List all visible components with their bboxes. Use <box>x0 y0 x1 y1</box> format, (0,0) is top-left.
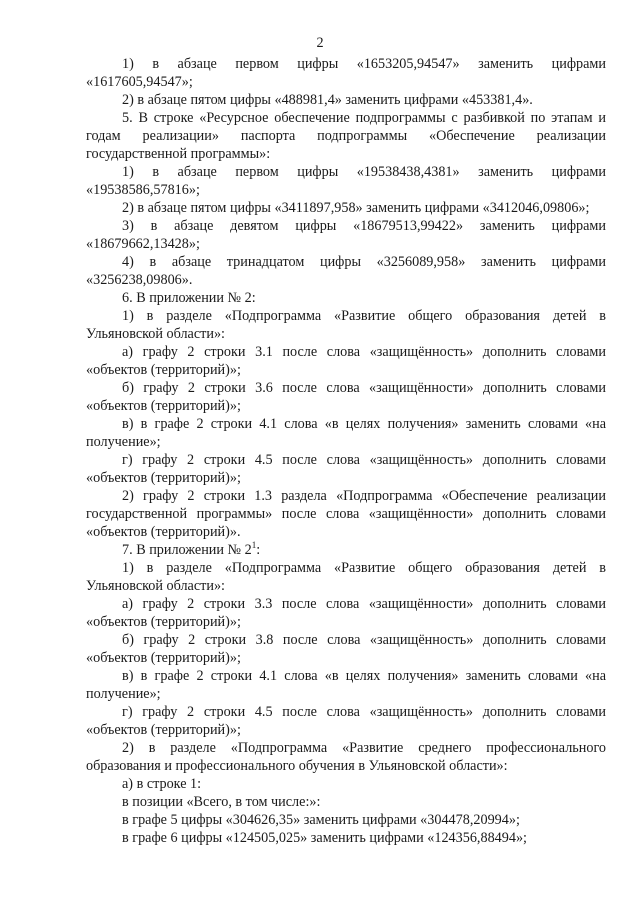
paragraph: 1) в разделе «Подпрограмма «Развитие общего образования детей в Ульяновской области»: <box>86 560 606 594</box>
appendix-colon: : <box>256 542 261 558</box>
paragraph: г) графу 2 строки 4.5 после слова «защищённость» дополнить словами «объектов (территорий)»; <box>86 704 606 738</box>
paragraph: 3) в абзаце девятом цифры «18679513,99422» заменить цифрами «18679662,13428»; <box>86 218 606 252</box>
document-body <box>86 55 606 847</box>
paragraph: 1) в разделе «Подпрограмма «Развитие общего образования детей в Ульяновской области»: <box>86 308 606 342</box>
paragraph: 2) в абзаце пятом цифры «3411897,958» заменить цифрами «3412046,09806»; <box>122 200 590 216</box>
paragraph: в) в графе 2 строки 4.1 слова «в целях получения» заменить словами «на получение»; <box>86 416 606 450</box>
paragraph: 4) в абзаце тринадцатом цифры «3256089,958» заменить цифрами «3256238,09806». <box>86 254 606 288</box>
paragraph: б) графу 2 строки 3.8 после слова «защищённость» дополнить словами «объектов (территорий)»; <box>86 632 606 666</box>
paragraph: 2) в абзаце пятом цифры «488981,4» заменить цифрами «453381,4». <box>122 92 533 108</box>
paragraph: в) в графе 2 строки 4.1 слова «в целях получения» заменить словами «на получение»; <box>86 668 606 702</box>
paragraph: в позиции «Всего, в том числе:»: <box>122 794 321 810</box>
paragraph: а) графу 2 строки 3.1 после слова «защищённость» дополнить словами «объектов (территорий)»; <box>86 344 606 378</box>
paragraph: 2) графу 2 строки 1.3 раздела «Подпрограмма «Обеспечение реализации государственной программы» после слова «защищённости» дополнить словами «объектов (территорий)». <box>86 488 606 540</box>
paragraph: 2) в разделе «Подпрограмма «Развитие среднего профессионального образования и профессионального обучения в Ульяновской области»: <box>86 740 606 774</box>
paragraph: 1) в абзаце первом цифры «1653205,94547» заменить цифрами «1617605,94547»; <box>86 56 606 90</box>
paragraph: 1) в абзаце первом цифры «19538438,4381» заменить цифрами «19538586,57816»; <box>86 164 606 198</box>
paragraph: в графе 5 цифры «304626,35» заменить цифрами «304478,20994»; <box>122 812 520 828</box>
paragraph: б) графу 2 строки 3.6 после слова «защищённости» дополнить словами «объектов (территорий)»; <box>86 380 606 414</box>
paragraph: а) графу 2 строки 3.3 после слова «защищённости» дополнить словами «объектов (территорий)»; <box>86 596 606 630</box>
paragraph: в графе 6 цифры «124505,025» заменить цифрами «124356,88494»; <box>122 830 527 846</box>
paragraph: 6. В приложении № 2: <box>122 290 256 306</box>
appendix-superscript: 1 <box>251 540 257 550</box>
paragraph: а) в строке 1: <box>122 776 202 792</box>
paragraph: г) графу 2 строки 4.5 после слова «защищённость» дополнить словами «объектов (территорий)»; <box>86 452 606 486</box>
paragraph-appendix-7 <box>86 541 606 559</box>
appendix-text: 7. В приложении № 2 <box>122 542 252 558</box>
page-number: 2 <box>316 35 324 51</box>
paragraph: 5. В строке «Ресурсное обеспечение подпрограммы с разбивкой по этапам и годам реализации» паспорта подпрограммы «Обеспечение реализации государственной программы»: <box>86 110 606 162</box>
